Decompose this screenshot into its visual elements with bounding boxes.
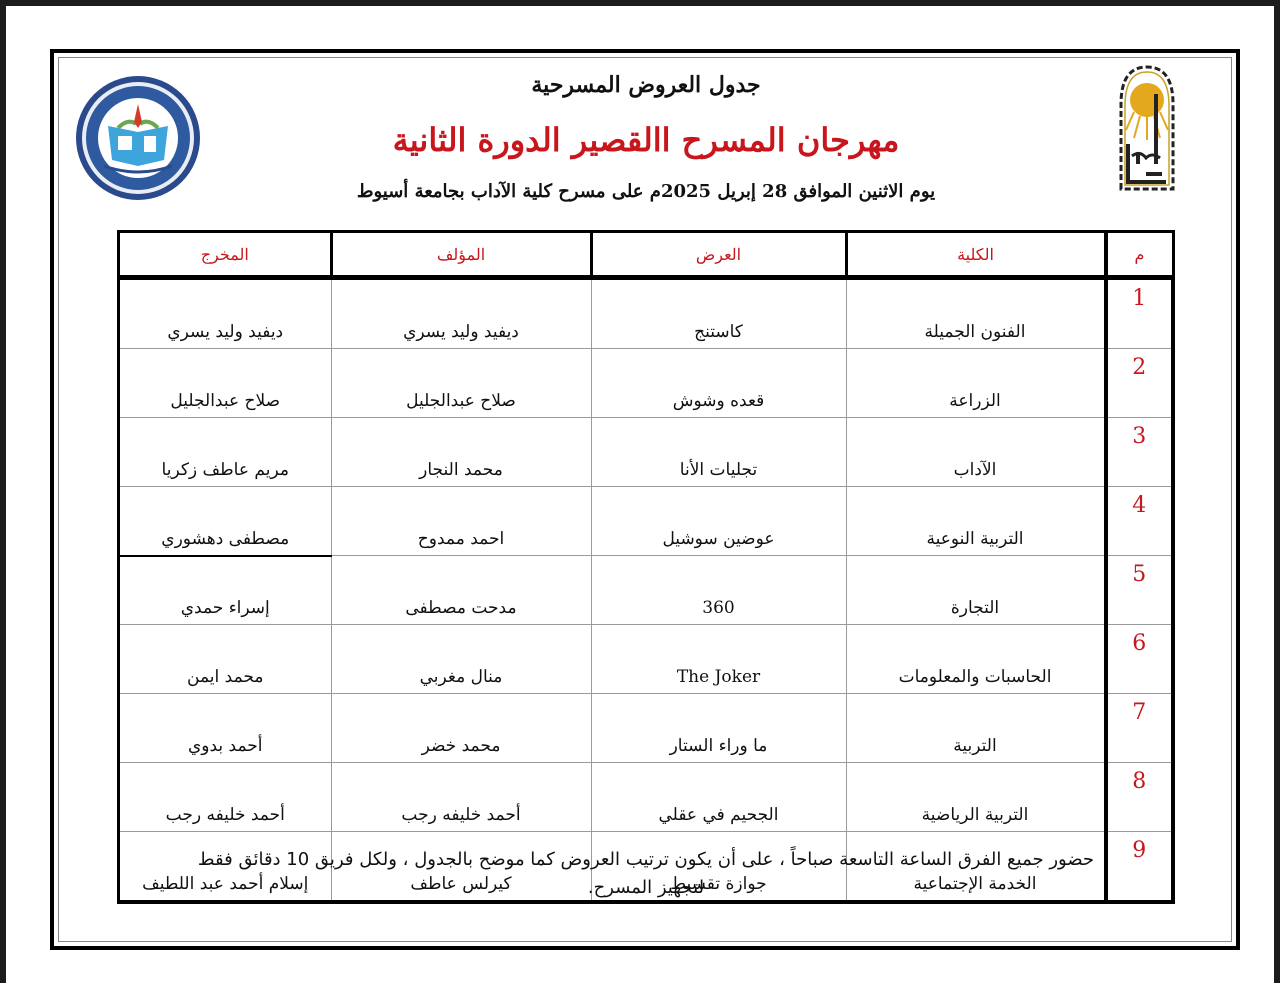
- row-number: 1: [1106, 278, 1174, 349]
- table-row: [119, 625, 1174, 694]
- header-faculty: الكلية: [846, 232, 1106, 278]
- director-cell: صلاح عبدالجليل: [119, 349, 332, 418]
- author-cell: محمد خضر: [331, 694, 591, 763]
- faculty-cell: الآداب: [846, 418, 1106, 487]
- author-cell: احمد ممدوح: [331, 487, 591, 556]
- table-row: [119, 763, 1174, 832]
- faculty-cell: الزراعة: [846, 349, 1106, 418]
- director-cell: أحمد خليفه رجب: [119, 763, 332, 832]
- row-number: 6: [1106, 625, 1174, 694]
- table-row: [119, 487, 1174, 556]
- show-cell: كاستنج: [591, 278, 846, 349]
- show-cell: ما وراء الستار: [591, 694, 846, 763]
- show-cell: 360: [591, 556, 846, 625]
- author-cell: محمد النجار: [331, 418, 591, 487]
- show-cell: الجحيم في عقلي: [591, 763, 846, 832]
- faculty-cell: التربية النوعية: [846, 487, 1106, 556]
- faculty-cell: الحاسبات والمعلومات: [846, 625, 1106, 694]
- show-cell: عوضين سوشيل: [591, 487, 846, 556]
- schedule-title: جدول العروض المسرحية: [531, 72, 761, 98]
- faculty-cell: التربية الرياضية: [846, 763, 1106, 832]
- director-cell: محمد ايمن: [119, 625, 332, 694]
- author-cell: مدحت مصطفى: [331, 556, 591, 625]
- performance-schedule-table: [117, 230, 1175, 904]
- header-number: م: [1106, 232, 1174, 278]
- header-director: المخرج: [119, 232, 332, 278]
- header-show: العرض: [591, 232, 846, 278]
- document-page: [6, 6, 1274, 983]
- table-row: [119, 556, 1174, 625]
- show-cell: تجليات الأنا: [591, 418, 846, 487]
- faculty-seal-logo: [74, 74, 202, 202]
- header-author: المؤلف: [331, 232, 591, 278]
- author-cell: منال مغربي: [331, 625, 591, 694]
- faculty-cell: الفنون الجميلة: [846, 278, 1106, 349]
- faculty-cell: التجارة: [846, 556, 1106, 625]
- director-cell: ديفيد وليد يسري: [119, 278, 332, 349]
- show-cell: جوازة تقسيط: [591, 832, 846, 903]
- author-cell: صلاح عبدالجليل: [331, 349, 591, 418]
- note-line-1: حضور جميع الفرق الساعة التاسعة صباحاً ، على أن يكون ترتيب العروض كما موضح بالجدول ، ولكل فريق 10 دقائق فقط: [197, 849, 1095, 870]
- instructions-note: [126, 846, 1166, 902]
- table-row: [119, 418, 1174, 487]
- row-number: 7: [1106, 694, 1174, 763]
- event-date-line: يوم الاثنين الموافق 28 إبريل 2025م على مسرح كلية الآداب بجامعة أسيوط: [356, 181, 936, 202]
- director-cell: مصطفى دهشوري: [119, 487, 332, 556]
- row-number: 9: [1106, 832, 1174, 903]
- faculty-cell: الخدمة الإجتماعية: [846, 832, 1106, 903]
- table-row: [119, 278, 1174, 349]
- show-cell: قعده وشوش: [591, 349, 846, 418]
- show-cell: The Joker: [591, 625, 846, 694]
- director-cell: مريم عاطف زكريا: [119, 418, 332, 487]
- note-line-2: لتجهيز المسرح.: [587, 877, 705, 898]
- faculty-cell: التربية: [846, 694, 1106, 763]
- row-number: 4: [1106, 487, 1174, 556]
- table-row: [119, 349, 1174, 418]
- author-cell: كيرلس عاطف: [331, 832, 591, 903]
- festival-title: مهرجان المسرح االقصير الدورة الثانية: [392, 121, 900, 159]
- director-cell: إسراء حمدي: [119, 556, 332, 625]
- table-header-row: [119, 232, 1174, 278]
- author-cell: أحمد خليفه رجب: [331, 763, 591, 832]
- author-cell: ديفيد وليد يسري: [331, 278, 591, 349]
- table-row: [119, 694, 1174, 763]
- row-number: 2: [1106, 349, 1174, 418]
- director-cell: إسلام أحمد عبد اللطيف: [119, 832, 332, 903]
- director-cell: أحمد بدوي: [119, 694, 332, 763]
- row-number: 3: [1106, 418, 1174, 487]
- row-number: 8: [1106, 763, 1174, 832]
- university-logo: [1118, 64, 1176, 192]
- row-number: 5: [1106, 556, 1174, 625]
